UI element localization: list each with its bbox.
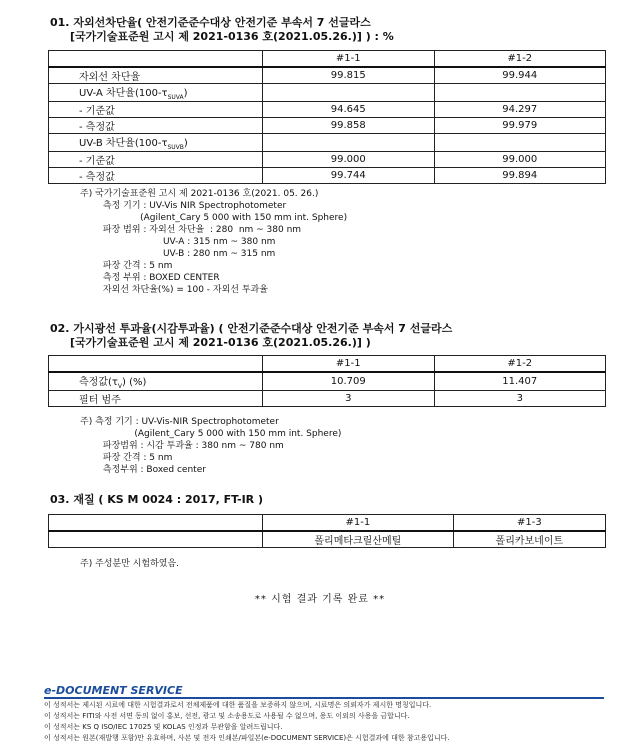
uv-blocking-table: [48, 50, 606, 184]
table-row: - 측정값 99.858 99.979: [49, 118, 606, 134]
table-row: - 측정값 99.744 99.894: [49, 168, 606, 184]
material-table: [48, 514, 606, 548]
section2-title: 02. 가시광선 투과율(시감투과율) ( 안전기준준수대상 안전기준 부속서 7 선글라스 [국가기술표준원 고시 제 2021-0136 호(2021.05.26.)] ): [50, 322, 453, 349]
col-header: #1-1: [263, 356, 435, 373]
col-header: #1-1: [263, 51, 435, 68]
section2-notes: 주) 측정 기기 : UV-Vis-NIR Spectrophotometer (Agilent_Cary 5 000 with 150 mm int. Sphere) 파장범위 : 시감 투과율 : 380 nm ~ 780 nm 파장 간격 : 5 nm 측정부위 : Boxed center: [80, 417, 342, 475]
visible-transmittance-table: [48, 355, 606, 407]
col-header: #1-2: [434, 356, 606, 373]
e-document-service-logo: e-DOCUMENT SERVICE: [44, 684, 183, 697]
footer-divider: [44, 697, 604, 699]
table-row: UV-B 차단율$(100-\tau_{SUVB})$: [49, 134, 606, 152]
table-row: UV-A 차단율$(100-\tau_{SUVA})$: [49, 84, 606, 102]
section1-title: 01. 자외선차단율( 안전기준준수대상 안전기준 부속서 7 선글라스 [국가기술표준원 고시 제 2021-0136 호(2021.05.26.)] ) : %: [50, 16, 394, 43]
col-header: #1-1: [263, 515, 454, 532]
section3-note: 주) 주성분만 시험하였음.: [80, 559, 180, 569]
completion-message: ** 시험 결과 기록 완료 **: [254, 594, 386, 605]
table-row: 자외선 차단율 99.815 99.944: [49, 67, 606, 84]
col-header: #1-2: [434, 51, 606, 68]
table-row: - 기준값 99.000 99.000: [49, 152, 606, 168]
table-row: 측정값$(\tau_V)$ (%) 10.709 11.407: [49, 372, 606, 391]
table-row: - 기준값 94.645 94.297: [49, 102, 606, 118]
section3-title: 03. 재질 ( KS M 0024 : 2017, FT-IR ): [50, 493, 263, 506]
table-row: 필터 범주 3 3: [49, 391, 606, 407]
table-row: 폴리메타크릴산메틸 폴리카보네이트: [49, 531, 606, 548]
footer-notes: 이 성적서는 제시된 시료에 대한 시험결과로서 전체제품에 대한 품질을 보증하지 않으며, 시료명은 의뢰자가 제시한 명칭입니다. 이 성적서는 FITI와 사전 서면 동의 없이 홍보, 선전, 광고 및 소송용도로 사용될 수 없으며, 용도 이외의 사용을 금합니다. 이 성적서는 KS Q ISO/IEC 17025 및 KOLAS 인정과 무관함을 알려드립니다. 이 성적서는 원본(재발행 포함)만 유효하며, 사본 및 전자 인쇄본/파일본(e-DOCUMENT SERVICE)은 시험결과에 대한 참고용입니다.: [44, 701, 450, 742]
col-header: #1-3: [453, 515, 605, 532]
section1-notes: 주) 국가기술표준원 고시 제 2021-0136 호(2021. 05. 26.) 측정 기기 : UV-Vis NIR Spectrophotometer (Agilent_Cary 5 000 with 150 mm int. Sphere) 파장 범위 : 자외선 차단율 : 280 nm ~ 380 nm UV-A : 315 nm ~ 380 nm UV-B : 280 nm ~ 315 nm 파장 간격 : 5 nm 측정 부위 : BOXED CENTER 자외선 차단율(%) = 100 - 자외선 투과율: [80, 189, 348, 295]
